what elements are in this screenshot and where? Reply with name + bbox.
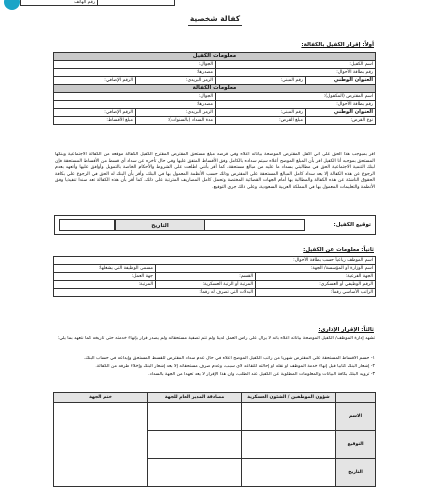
phone-label-cell: رقم الهاتف [74, 0, 95, 5]
endorsement-header-director: مصادقة المدير العام للجهة [148, 393, 242, 403]
director-name-cell[interactable] [148, 403, 242, 431]
endorsement-header-blank [336, 393, 376, 403]
loan-type-field[interactable]: نوع القرض: [306, 117, 376, 125]
borrower-id-field[interactable]: رقم بطاقة الأحوال: [216, 101, 376, 109]
borrower-address-label: العنوان الوطني [306, 109, 376, 117]
guaranteed-header: معلومات الكفالة [53, 85, 375, 93]
guarantor-mobile-field[interactable]: الجوال: [53, 61, 215, 69]
guarantor-postal-field[interactable]: الرمز البريدي: [136, 77, 216, 85]
phone-value-cell [97, 0, 174, 5]
phone-number-box [20, 0, 175, 6]
allowances-field[interactable]: البدلات التي تصرف له رقماً: [53, 289, 255, 297]
endorsement-row-name: الاسم [336, 403, 376, 431]
grade-field[interactable]: المرتبة: [53, 281, 155, 289]
basic-salary-field[interactable]: الراتب الأساسي رقماً: [256, 289, 376, 297]
employer-field[interactable]: جهة العمل: [53, 273, 155, 281]
hr-date-cell[interactable] [242, 459, 336, 487]
borrower-mobile-field[interactable]: الجوال: [53, 93, 215, 101]
military-rank-field[interactable]: المرتبة أو الرتبة العسكرية: [156, 281, 256, 289]
hr-name-cell[interactable] [242, 403, 336, 431]
guarantor-header: معلومات الكفيل [53, 53, 375, 61]
stamp-cell[interactable] [54, 403, 148, 487]
section1-heading: أولاً: إقرار الكفيل بالكفالة: [301, 42, 374, 48]
borrower-additional-field[interactable]: الرقم الإضافي: [53, 109, 135, 117]
ministry-field[interactable]: اسم الوزارة أو المؤسسة/ الجهة: [156, 265, 376, 273]
title-underline [188, 25, 242, 26]
administrative-item-2: ٢- إشعار البنك كتابياً قبل إنهاء خدمة الموظف أو نقله أو إحالته للتقاعد لأي سبب، وعدم صرف مستحقاته إلا بعد إشعار البنك وإخلاء طرفه من الكفالة. [95, 364, 375, 369]
bank-logo-icon [4, 0, 20, 10]
guarantor-additional-field[interactable]: الرقم الإضافي: [53, 77, 135, 85]
administrative-item-1: ١- حسم الأقساط المستحقة على المقترض شهرياً من راتب الكفيل الموضح أعلاه في حال عدم سداد المقترض للقسط المستحق وإيداعه في حساب البنك. [83, 356, 375, 361]
endorsement-row-date: التاريخ [336, 459, 376, 487]
sub-entity-field[interactable]: الجهة الفرعية: [256, 273, 376, 281]
borrower-name-field[interactable]: اسم المقترض (المكفول): [216, 93, 376, 101]
guarantor-name-field[interactable]: اسم الكفيل: [216, 61, 376, 69]
administrative-intro-text: تشهد إدارة الموظف/ الكفيل الموضحة بياناته أعلاه بأنه لا يزال على رأس العمل لدينا ولم تتم تصفية مستحقاته ولم يصدر قرار بإنهاء خدمته حتى تاريخه كما نتعهد بما يلي: [57, 336, 375, 341]
guarantor-employment-table [53, 256, 376, 297]
director-date-cell[interactable] [148, 459, 242, 487]
hr-signature-cell[interactable] [242, 431, 336, 459]
guarantor-info-table [53, 52, 376, 125]
guarantor-declaration-text: أقر بمبوجب هذا الحق على أني أكفل المقترض الموضحة بياناته أعلاه وفي قرضه مبلغ مستحق المقترض المقترح الكفيل الكفالة موقعه من الكفالة الاجتماعية وبنكها المستحق بموجبه أنا الكفيل اقر بأن المبلغ الموضح أعلاه سيتم سداده بالكامل وفق الأقساط المتفق عليها وفي حال تأخره عن سداد أي قسط من الأقساط المستحقة فإن لبنك التنمية الاجتماعية الحق في مطالبتي بسداد ما عليه من مبالغ مستحقة، كما أقر بأنني اطلعت على الشروط والأحكام الخاصة بالتمويل وأوافق عليها وأتعهد بعدم الرجوع عن هذه الكفالة إلا بعد سداد كامل المبالغ المستحقة على المقترض وذلك حسب الأنظمة المعمول بها في البنك، وأقر بأن البنك له الحق في الرجوع علي بكافة الحقوق الناشئة عن هذه الكفالة والمطالبة بها أمام الجهات القضائية المختصة وتحمل كامل المصاريف المترتبة على ذلك، كما أقر بأن هذه الكفالة تعد سندا تنفيذيا وفق الأنظمة والتعليمات المعمول بها في المملكة العربية السعودية، وعلى ذلك جرى التوقيع. [55, 152, 375, 190]
guarantor-id-field[interactable]: رقم بطاقة الأحوال: [216, 69, 376, 77]
signature-box [54, 215, 376, 235]
endorsement-header-stamp: ختم الجهة [54, 393, 148, 403]
endorsement-table [53, 392, 376, 487]
borrower-postal-field[interactable]: الرمز البريدي: [136, 109, 216, 117]
page-title: كفالة شخصية [189, 14, 241, 23]
guarantor-signature-label: توقيع الكفيل: [333, 222, 371, 228]
section3-heading: ثالثاً: الإقرار الإداري: [318, 327, 374, 333]
repayment-period-field[interactable]: مدة السداد (بالسنوات): [136, 117, 216, 125]
endorsement-header-hr: شؤون الموظفين / الشئون العسكرية [242, 393, 336, 403]
director-signature-cell[interactable] [148, 431, 242, 459]
borrower-building-field[interactable]: رقم المبنى: [216, 109, 306, 117]
section2-heading: ثانياً: معلومات عن الكفيل: [303, 247, 374, 253]
guarantor-address-label: العنوان الوطني [306, 77, 376, 85]
guarantor-building-field[interactable]: رقم المبنى: [216, 77, 306, 85]
installment-amount-field[interactable]: مبلغ الأقساط: [53, 117, 135, 125]
employee-number-field[interactable]: الرقم الوظيفي أو العسكري: [256, 281, 376, 289]
guarantor-id-source-field[interactable]: مصدرها: [53, 69, 215, 77]
employee-fullname-field[interactable]: اسم الموظف رباعياً حسب بطاقة الأحوال: [53, 257, 375, 265]
signature-date-field[interactable] [59, 219, 115, 231]
endorsement-row-signature: التوقيع [336, 431, 376, 459]
borrower-id-source-field[interactable]: مصدرها: [53, 101, 215, 109]
job-title-field[interactable]: مسمى الوظيفة التي يشغلها: [53, 265, 155, 273]
signature-date-label: التاريخ [115, 219, 205, 231]
department-field[interactable]: القسم: [156, 273, 256, 281]
administrative-item-3: ٣- تزويد البنك بكافة البيانات والمعلومات المطلوبة عن الكفيل عند الطلب، وأن هذا الإقرار لا يعد تعهداً من الجهة بالسداد. [148, 372, 375, 377]
loan-amount-field[interactable]: مبلغ القرض: [216, 117, 306, 125]
